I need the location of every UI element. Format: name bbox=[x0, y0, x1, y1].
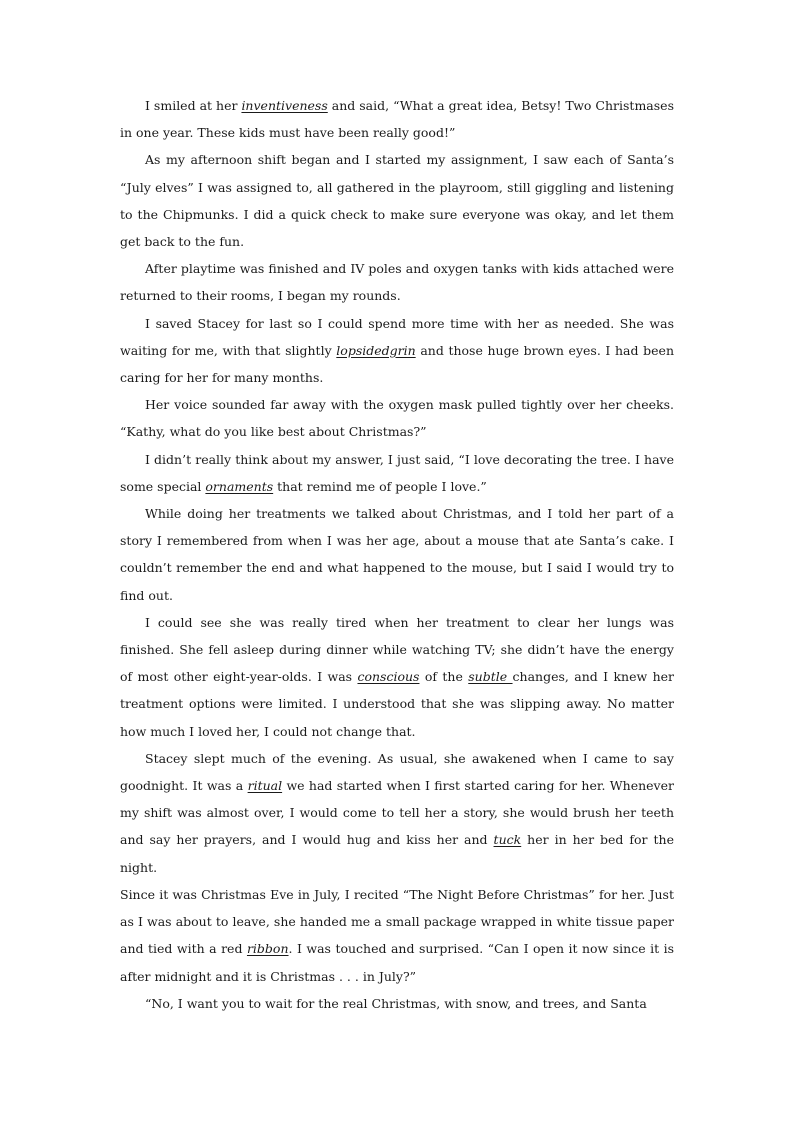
text-run: I didn’t really think about my answer, I just said, “I love decorating the tree. I have some special bbox=[120, 451, 674, 494]
text-run: Her voice sounded far away with the oxygen mask pulled tightly over her cheeks. “Kathy, what do you like best about Christmas?” bbox=[120, 397, 674, 440]
vocab-word: tuck bbox=[493, 832, 522, 848]
paragraph bbox=[120, 990, 674, 1017]
text-run: and said, “What a great idea, Betsy! Two Christmases in one year. These kids must have been really good!” bbox=[120, 98, 674, 141]
text-run: and those huge brown eyes. I had been caring for her for many months. bbox=[120, 342, 675, 386]
text-run: While doing her treatments we talked about Christmas, and I told her part of a story I remembered from when I was her age, about a mouse that ate Santa’s cake. I couldn’t remember the end and what happened to the mouse, but I said I would try to find out. bbox=[120, 506, 674, 603]
vocab-word: ritual bbox=[247, 778, 283, 794]
text-run: we had started when I first started caring for her. Whenever my shift was almost over, I would come to tell her a story, she would brush her teeth and say her prayers, and I would hug and kiss her and bbox=[120, 778, 674, 848]
text-run: Stacey slept much of the evening. As usual, she awakened when I came to say goodnight. It was a bbox=[120, 750, 674, 794]
text-run: of the bbox=[419, 669, 469, 685]
paragraph bbox=[120, 745, 674, 881]
paragraph bbox=[120, 881, 674, 990]
vocab-word: inventiveness bbox=[241, 98, 328, 113]
text-run: I could see she was really tired when her treatment to clear her lungs was finished. She fell asleep during dinner while watching TV; she didn’t have the energy of most other eight-year-olds. I was bbox=[120, 614, 674, 685]
vocab-word: lopsidedgrin bbox=[336, 342, 416, 358]
paragraph bbox=[120, 92, 674, 146]
text-run: Since it was Christmas Eve in July, I recited “The Night Before Christmas” for her. Just as I was about to leave, she handed me a small package wrapped in white tissue paper and tied with a red bbox=[120, 886, 674, 957]
text-run: . I was touched and surprised. “Can I open it now since it is after midnight and it is Christmas . . . in July?” bbox=[120, 941, 675, 984]
text-run: I saved Stacey for last so I could spend more time with her as needed. She was waiting for me, with that slightly bbox=[120, 315, 674, 358]
paragraph bbox=[120, 310, 674, 392]
paragraph bbox=[120, 446, 674, 500]
text-run: that remind me of people I love.” bbox=[273, 478, 487, 494]
vocab-word: ribbon bbox=[246, 941, 289, 957]
paragraph bbox=[120, 255, 674, 309]
text-run: As my afternoon shift began and I started my assignment, I saw each of Santa’s “July elves” I was assigned to, all gathered in the playroom, still giggling and listening to the Chipmunks. I did a quick check to make sure everyone was okay, and let them get back to the fun. bbox=[120, 152, 674, 250]
paragraph bbox=[120, 609, 674, 745]
paragraph bbox=[120, 500, 674, 609]
text-run: her in her bed for the night. bbox=[120, 832, 674, 875]
text-run: After playtime was finished and IV poles and oxygen tanks with kids attached were returned to their rooms, I began my rounds. bbox=[120, 261, 674, 304]
document-page bbox=[120, 92, 674, 1017]
story-text bbox=[120, 92, 674, 1017]
vocab-word: conscious bbox=[357, 669, 420, 685]
text-run: changes, and I knew her treatment options were limited. I understood that she was slipping away. No matter how much I loved her, I could not change that. bbox=[120, 669, 675, 739]
paragraph bbox=[120, 146, 674, 255]
vocab-word: subtle bbox=[468, 669, 513, 685]
paragraph bbox=[120, 391, 674, 445]
text-run: I smiled at her bbox=[145, 98, 242, 113]
vocab-word: ornaments bbox=[205, 478, 274, 494]
text-run: “No, I want you to wait for the real Christmas, with snow, and trees, and Santa bbox=[145, 995, 647, 1011]
